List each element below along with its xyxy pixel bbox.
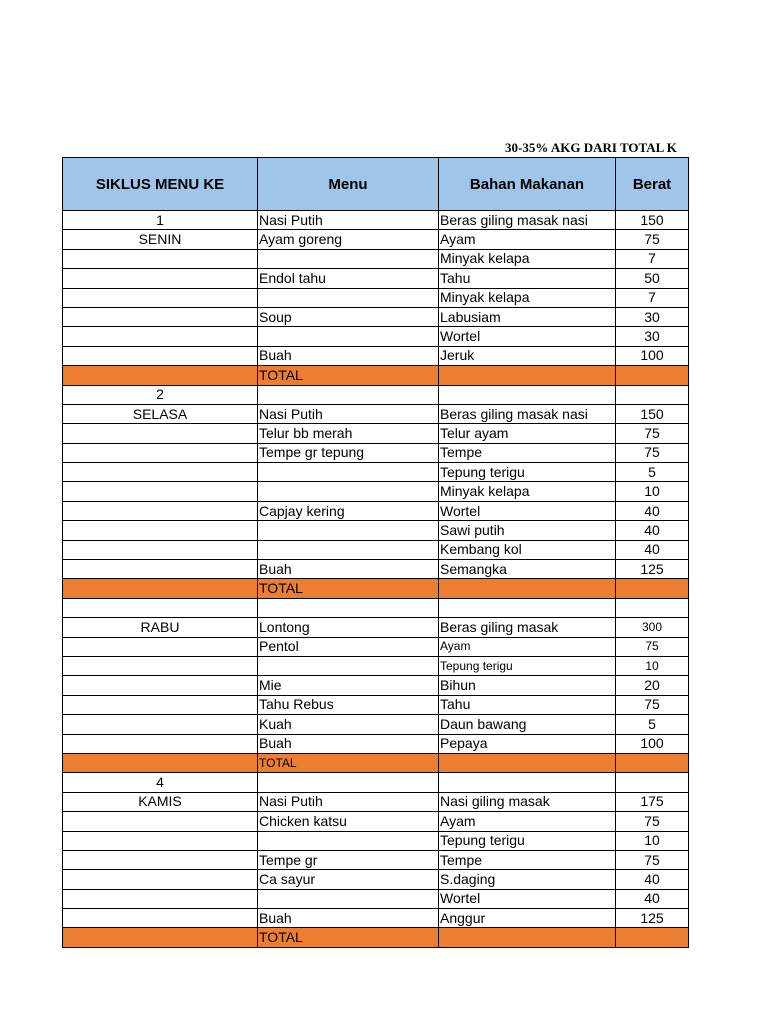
menu-cell — [258, 656, 439, 675]
bahan-cell: Tempe — [439, 443, 616, 462]
table-row — [63, 734, 689, 753]
table-row — [63, 909, 689, 928]
menu-cell: Mie — [258, 676, 439, 695]
day-cell — [63, 870, 258, 889]
day-cell — [63, 288, 258, 307]
bahan-cell: Tahu — [439, 695, 616, 714]
berat-cell: 150 — [616, 211, 689, 230]
day-cell — [63, 501, 258, 520]
berat-cell — [616, 366, 689, 385]
table-row — [63, 792, 689, 811]
day-cell — [63, 463, 258, 482]
day-cell — [63, 540, 258, 559]
menu-cell: Nasi Putih — [258, 404, 439, 423]
total-row — [63, 753, 689, 772]
bahan-cell — [439, 579, 616, 598]
total-row — [63, 579, 689, 598]
header-menu: Menu — [258, 158, 439, 211]
table-row — [63, 211, 689, 230]
bahan-cell: Beras giling masak nasi — [439, 404, 616, 423]
bahan-cell — [439, 385, 616, 404]
berat-cell: 5 — [616, 463, 689, 482]
menu-cell — [258, 385, 439, 404]
bahan-cell: Wortel — [439, 327, 616, 346]
day-cell — [63, 560, 258, 579]
bahan-cell: Daun bawang — [439, 715, 616, 734]
berat-cell: 10 — [616, 482, 689, 501]
menu-cell: Buah — [258, 734, 439, 753]
bahan-cell: Minyak kelapa — [439, 288, 616, 307]
table-row — [63, 249, 689, 268]
menu-cell — [258, 288, 439, 307]
total-row — [63, 366, 689, 385]
berat-cell: 100 — [616, 734, 689, 753]
berat-cell: 300 — [616, 618, 689, 637]
table-row — [63, 385, 689, 404]
bahan-cell: Telur ayam — [439, 424, 616, 443]
berat-cell: 7 — [616, 249, 689, 268]
berat-cell: 125 — [616, 909, 689, 928]
bahan-cell: Wortel — [439, 501, 616, 520]
menu-cell: Lontong — [258, 618, 439, 637]
day-cell: KAMIS — [63, 792, 258, 811]
menu-cell: Telur bb merah — [258, 424, 439, 443]
berat-cell: 75 — [616, 637, 689, 656]
table-row — [63, 637, 689, 656]
table-row — [63, 501, 689, 520]
bahan-cell — [439, 773, 616, 792]
day-cell — [63, 695, 258, 714]
day-cell — [63, 249, 258, 268]
menu-cell: Pentol — [258, 637, 439, 656]
day-cell — [63, 346, 258, 365]
berat-cell: 5 — [616, 715, 689, 734]
berat-cell: 75 — [616, 443, 689, 462]
table-row — [63, 850, 689, 869]
berat-cell — [616, 773, 689, 792]
table-row — [63, 715, 689, 734]
menu-cell — [258, 831, 439, 850]
document-title: 30-35% AKG DARI TOTAL K — [505, 140, 677, 155]
table-row — [63, 598, 689, 617]
total-row — [63, 928, 689, 947]
day-cell: SENIN — [63, 230, 258, 249]
menu-cell: Ca sayur — [258, 870, 439, 889]
bahan-cell: Tepung terigu — [439, 831, 616, 850]
bahan-cell: Ayam — [439, 812, 616, 831]
bahan-cell — [439, 928, 616, 947]
bahan-cell: Wortel — [439, 889, 616, 908]
menu-cell — [258, 482, 439, 501]
berat-cell: 7 — [616, 288, 689, 307]
bahan-cell — [439, 753, 616, 772]
bahan-cell: Sawi putih — [439, 521, 616, 540]
menu-cell: Kuah — [258, 715, 439, 734]
berat-cell: 50 — [616, 269, 689, 288]
day-cell — [63, 598, 258, 617]
day-cell — [63, 521, 258, 540]
berat-cell: 40 — [616, 870, 689, 889]
day-cell — [63, 307, 258, 326]
day-cell — [63, 424, 258, 443]
header-siklus: SIKLUS MENU KE — [63, 158, 258, 211]
day-cell: 2 — [63, 385, 258, 404]
menu-cell: Tempe gr — [258, 850, 439, 869]
day-cell — [63, 909, 258, 928]
bahan-cell — [439, 598, 616, 617]
table-row — [63, 560, 689, 579]
day-cell — [63, 269, 258, 288]
berat-cell: 75 — [616, 850, 689, 869]
bahan-cell: Anggur — [439, 909, 616, 928]
bahan-cell: Tahu — [439, 269, 616, 288]
menu-cell: Nasi Putih — [258, 211, 439, 230]
table-row — [63, 230, 689, 249]
menu-cell — [258, 598, 439, 617]
header-berat: Berat — [616, 158, 689, 211]
menu-table — [62, 157, 689, 948]
day-cell — [63, 734, 258, 753]
bahan-cell: Semangka — [439, 560, 616, 579]
berat-cell: 30 — [616, 327, 689, 346]
berat-cell: 100 — [616, 346, 689, 365]
menu-cell — [258, 773, 439, 792]
day-cell — [63, 366, 258, 385]
bahan-cell: Tepung terigu — [439, 656, 616, 675]
menu-cell: TOTAL — [258, 579, 439, 598]
day-cell — [63, 715, 258, 734]
day-cell — [63, 850, 258, 869]
menu-cell: Tempe gr tepung — [258, 443, 439, 462]
day-cell: RABU — [63, 618, 258, 637]
day-cell — [63, 579, 258, 598]
day-cell: 4 — [63, 773, 258, 792]
berat-cell: 40 — [616, 889, 689, 908]
bahan-cell: Pepaya — [439, 734, 616, 753]
bahan-cell: Minyak kelapa — [439, 249, 616, 268]
table-row — [63, 656, 689, 675]
berat-cell — [616, 579, 689, 598]
day-cell: 1 — [63, 211, 258, 230]
table-row — [63, 269, 689, 288]
menu-cell: Nasi Putih — [258, 792, 439, 811]
menu-cell — [258, 249, 439, 268]
berat-cell: 30 — [616, 307, 689, 326]
table-row — [63, 831, 689, 850]
table-row — [63, 695, 689, 714]
berat-cell: 75 — [616, 812, 689, 831]
bahan-cell: Ayam — [439, 230, 616, 249]
table-row — [63, 618, 689, 637]
table-body — [63, 211, 689, 948]
bahan-cell: Kembang kol — [439, 540, 616, 559]
table-row — [63, 812, 689, 831]
table-row — [63, 327, 689, 346]
menu-cell: Buah — [258, 346, 439, 365]
berat-cell: 10 — [616, 831, 689, 850]
table-row — [63, 443, 689, 462]
menu-cell — [258, 327, 439, 346]
menu-cell: Capjay kering — [258, 501, 439, 520]
menu-cell: TOTAL — [258, 928, 439, 947]
bahan-cell: Tempe — [439, 850, 616, 869]
berat-cell: 75 — [616, 230, 689, 249]
berat-cell: 175 — [616, 792, 689, 811]
berat-cell: 40 — [616, 501, 689, 520]
bahan-cell — [439, 366, 616, 385]
table-row — [63, 482, 689, 501]
berat-cell: 125 — [616, 560, 689, 579]
table-row — [63, 424, 689, 443]
berat-cell: 20 — [616, 676, 689, 695]
day-cell — [63, 637, 258, 656]
berat-cell — [616, 598, 689, 617]
day-cell — [63, 928, 258, 947]
day-cell — [63, 656, 258, 675]
bahan-cell: Minyak kelapa — [439, 482, 616, 501]
bahan-cell: Ayam — [439, 637, 616, 656]
berat-cell — [616, 928, 689, 947]
bahan-cell: Tepung terigu — [439, 463, 616, 482]
table-row — [63, 870, 689, 889]
day-cell — [63, 831, 258, 850]
table-row — [63, 676, 689, 695]
menu-cell: Soup — [258, 307, 439, 326]
table-row — [63, 889, 689, 908]
table-row — [63, 307, 689, 326]
berat-cell — [616, 753, 689, 772]
table-row — [63, 288, 689, 307]
table-row — [63, 540, 689, 559]
table-row — [63, 463, 689, 482]
bahan-cell: Beras giling masak nasi — [439, 211, 616, 230]
menu-cell: Chicken katsu — [258, 812, 439, 831]
menu-cell: Endol tahu — [258, 269, 439, 288]
table-row — [63, 404, 689, 423]
table-row — [63, 346, 689, 365]
header-bahan: Bahan Makanan — [439, 158, 616, 211]
menu-cell: Ayam goreng — [258, 230, 439, 249]
menu-cell — [258, 521, 439, 540]
menu-cell: Buah — [258, 909, 439, 928]
berat-cell: 40 — [616, 521, 689, 540]
day-cell — [63, 812, 258, 831]
menu-cell: TOTAL — [258, 753, 439, 772]
berat-cell: 150 — [616, 404, 689, 423]
bahan-cell: Beras giling masak — [439, 618, 616, 637]
bahan-cell: Nasi giling masak — [439, 792, 616, 811]
table-row — [63, 521, 689, 540]
bahan-cell: Jeruk — [439, 346, 616, 365]
bahan-cell: S.daging — [439, 870, 616, 889]
day-cell — [63, 676, 258, 695]
menu-cell: Tahu Rebus — [258, 695, 439, 714]
menu-cell: TOTAL — [258, 366, 439, 385]
bahan-cell: Labusiam — [439, 307, 616, 326]
day-cell — [63, 482, 258, 501]
day-cell — [63, 753, 258, 772]
berat-cell: 10 — [616, 656, 689, 675]
berat-cell — [616, 385, 689, 404]
day-cell: SELASA — [63, 404, 258, 423]
berat-cell: 75 — [616, 424, 689, 443]
bahan-cell: Bihun — [439, 676, 616, 695]
menu-cell — [258, 463, 439, 482]
menu-cell — [258, 889, 439, 908]
table-row — [63, 773, 689, 792]
berat-cell: 40 — [616, 540, 689, 559]
header-row — [63, 158, 689, 211]
day-cell — [63, 443, 258, 462]
menu-cell: Buah — [258, 560, 439, 579]
day-cell — [63, 327, 258, 346]
berat-cell: 75 — [616, 695, 689, 714]
menu-cell — [258, 540, 439, 559]
day-cell — [63, 889, 258, 908]
